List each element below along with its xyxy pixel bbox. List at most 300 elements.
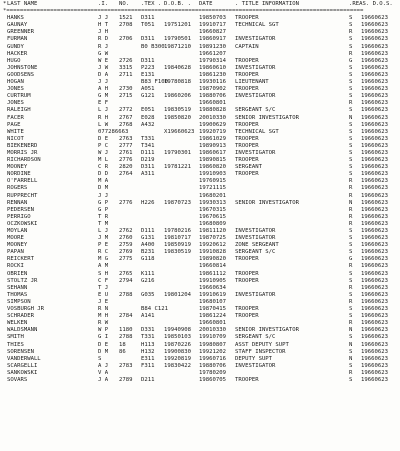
record-tex-code: E311 xyxy=(141,355,155,362)
record-reason-code: S xyxy=(349,15,353,22)
record-last-name: GAUNAY xyxy=(7,22,28,29)
record-dos: 19660623 xyxy=(361,29,388,36)
record-tex-code: T331 xyxy=(141,135,155,142)
record-last-name: MOONEY xyxy=(7,242,28,249)
record-row xyxy=(3,320,397,327)
record-tex-code: B231 xyxy=(141,249,155,256)
record-initials: R J xyxy=(98,43,109,50)
record-tex-code: D111 xyxy=(141,149,155,156)
record-last-name: SCHRADER xyxy=(7,313,34,320)
record-dos: 19660623 xyxy=(361,213,388,220)
record-initials: L W xyxy=(98,121,109,128)
record-initials: G P xyxy=(98,206,109,213)
record-initials: D E xyxy=(98,341,109,348)
record-number: 2711 xyxy=(119,71,133,78)
record-last-name: VOSBURGH JR xyxy=(7,306,45,313)
record-title: INVESTIGATOR xyxy=(235,235,276,242)
record-initials: W E xyxy=(98,57,109,64)
record-dos: 19660623 xyxy=(361,313,388,320)
record-initials: W J xyxy=(98,149,109,156)
header-divider: *========================================================================================================== xyxy=(3,8,364,15)
record-reason-code: S xyxy=(349,64,353,71)
record-title: STAFF INSPECTOR xyxy=(235,348,286,355)
record-row xyxy=(3,278,397,285)
record-dos: 19660623 xyxy=(361,100,388,107)
record-dos: 19660623 xyxy=(361,369,388,376)
record-dos: 19660623 xyxy=(361,291,388,298)
record-tex-code: E131 xyxy=(141,71,155,78)
record-row xyxy=(3,221,397,228)
record-dob: 19830519 xyxy=(164,107,191,114)
record-initials: M L xyxy=(98,157,109,164)
record-row xyxy=(3,207,397,214)
record-tex-code: G121 xyxy=(141,93,155,100)
record-last-name: NORDINE xyxy=(7,171,31,178)
record-dos: 19660623 xyxy=(361,22,388,29)
record-dos: 19660623 xyxy=(361,128,388,135)
record-reason-code: R xyxy=(349,29,353,36)
record-title: TROOPER xyxy=(235,142,259,149)
record-initials: R N xyxy=(98,306,109,313)
record-dob: 19900830 xyxy=(164,348,191,355)
record-reason-code: N xyxy=(349,355,353,362)
record-last-name: REICKERT xyxy=(7,256,34,263)
record-dob: 19870226 xyxy=(164,341,191,348)
record-dos: 19660623 xyxy=(361,355,388,362)
record-date: 19910717 xyxy=(199,22,226,29)
record-title: TROOPER xyxy=(235,306,259,313)
record-dob: 19780818 xyxy=(164,79,191,86)
record-reason-code: R xyxy=(349,100,353,107)
record-tex-code: G118 xyxy=(141,256,155,263)
record-dos: 19660623 xyxy=(361,157,388,164)
record-number: 2726 xyxy=(119,57,133,64)
record-title: SERGEANT S/C xyxy=(235,107,276,114)
record-date: 19860917 xyxy=(199,36,226,43)
record-row xyxy=(3,327,397,334)
header-row xyxy=(3,1,397,8)
record-last-name: OCZKOWSKI xyxy=(7,220,38,227)
record-date: 19860820 xyxy=(199,164,226,171)
record-number: 2708 xyxy=(119,22,133,29)
record-last-name: SMITH xyxy=(7,334,24,341)
record-number: 3315 xyxy=(119,64,133,71)
record-initials: R D xyxy=(98,36,109,43)
record-last-name: SIMPSON xyxy=(7,298,31,305)
record-last-name: WELKEN xyxy=(7,320,28,327)
record-dob: 19751201 xyxy=(164,22,191,29)
record-row xyxy=(3,29,397,36)
record-date: 19900629 xyxy=(199,121,226,128)
record-reason-code: S xyxy=(349,334,353,341)
record-date: 19860617 xyxy=(199,149,226,156)
record-number: 2767 xyxy=(119,114,133,121)
record-date: 19910903 xyxy=(199,171,226,178)
record-initials: J J xyxy=(98,192,109,199)
record-reason-code: S xyxy=(349,291,353,298)
record-row xyxy=(3,65,397,72)
record-row xyxy=(3,72,397,79)
record-last-name: ROCKI xyxy=(7,263,24,270)
record-dos: 19660623 xyxy=(361,199,388,206)
record-dob: X19660623 xyxy=(164,128,195,135)
record-dos: 19660623 xyxy=(361,220,388,227)
record-title: SERGEANT S/C xyxy=(235,249,276,256)
record-reason-code: N xyxy=(349,199,353,206)
record-tex-code: H113 xyxy=(141,341,155,348)
record-initials: E U xyxy=(98,291,109,298)
record-date: 19930313 xyxy=(199,199,226,206)
record-number: 2794 xyxy=(119,277,133,284)
record-dob: 19830519 xyxy=(164,249,191,256)
record-reason-code: S xyxy=(349,171,353,178)
record-tex-code: E028 xyxy=(141,114,155,121)
record-date: 19910709 xyxy=(199,334,226,341)
record-reason-code: S xyxy=(349,157,353,164)
record-last-name: JONES xyxy=(7,86,24,93)
record-last-name: MOONEY xyxy=(7,164,28,171)
record-title: TROOPER xyxy=(235,121,259,128)
record-reason-code: N xyxy=(349,327,353,334)
record-title: TROOPER xyxy=(235,313,259,320)
record-reason-code: S xyxy=(349,121,353,128)
record-title: TROOPER xyxy=(235,277,259,284)
record-dob: 19940908 xyxy=(164,327,191,334)
record-last-name: GUNDY xyxy=(7,43,24,50)
record-initials: P E xyxy=(98,242,109,249)
record-date: 19660827 xyxy=(199,29,226,36)
record-row xyxy=(3,164,397,171)
record-title: ZONE SERGEANT xyxy=(235,242,279,249)
record-dos: 19660623 xyxy=(361,93,388,100)
record-date: 19861029 xyxy=(199,135,226,142)
record-dos: 19660623 xyxy=(361,50,388,57)
record-last-name: JOHNSTONE xyxy=(7,64,38,71)
record-dos: 19660623 xyxy=(361,320,388,327)
record-initials: D A xyxy=(98,71,109,78)
record-tex-code: A400 xyxy=(141,242,155,249)
record-initials: S xyxy=(98,355,102,362)
record-initials: M A xyxy=(98,178,109,185)
record-row xyxy=(3,150,397,157)
record-last-name: SOVARS xyxy=(7,376,28,383)
record-dos: 19660623 xyxy=(361,142,388,149)
record-tex-code: G131 xyxy=(141,235,155,242)
record-title: DEPUTY SUPT xyxy=(235,355,273,362)
record-initials: M G xyxy=(98,256,109,263)
record-row xyxy=(3,86,397,93)
record-title: INVESTIGATOR xyxy=(235,228,276,234)
record-reason-code: S xyxy=(349,270,353,277)
record-last-name: FURMAN xyxy=(7,36,28,43)
record-reason-code: N xyxy=(349,114,353,121)
header-number: NO. xyxy=(119,1,130,7)
record-title: INVESTIGATOR xyxy=(235,149,276,156)
record-reason-code: S xyxy=(349,277,353,284)
record-date: 19661207 xyxy=(199,50,226,57)
record-number: 2820 xyxy=(119,164,133,171)
record-dos: 19660623 xyxy=(361,185,388,192)
record-tex-code: D311 xyxy=(141,36,155,43)
record-reason-code: S xyxy=(349,235,353,242)
record-row xyxy=(3,349,397,356)
record-row xyxy=(3,334,397,341)
record-row xyxy=(3,285,397,292)
record-row xyxy=(3,214,397,221)
record-date: 19870415 xyxy=(199,306,226,313)
record-initials: D D xyxy=(98,171,109,178)
record-dos: 19660623 xyxy=(361,376,388,383)
record-last-name: FACER xyxy=(7,114,24,121)
record-number: 2772 xyxy=(119,107,133,114)
record-number: 2706 xyxy=(119,36,133,43)
record-date: 19910905 xyxy=(199,277,226,284)
record-date: 19660801 xyxy=(199,100,226,107)
record-reason-code: S xyxy=(349,249,353,256)
record-dos: 19660623 xyxy=(361,228,388,234)
record-row xyxy=(3,36,397,43)
record-list xyxy=(3,15,397,384)
header-title-information: . TITLE INFORMATION xyxy=(235,1,299,7)
record-number: 2783 xyxy=(119,362,133,369)
record-title: INVESTIGATOR xyxy=(235,93,276,100)
record-dob: 19850919 xyxy=(164,242,191,249)
record-number: 2776 xyxy=(119,199,133,206)
record-number: 2730 xyxy=(119,86,133,93)
record-initials: C R xyxy=(98,164,109,171)
record-date: 20010330 xyxy=(199,327,226,334)
record-date: 19660801 xyxy=(199,320,226,327)
record-last-name: RALEIGH xyxy=(7,107,31,114)
record-row xyxy=(3,100,397,107)
record-number: 2761 xyxy=(119,149,133,156)
record-last-name: MOORE xyxy=(7,235,24,242)
record-row xyxy=(3,363,397,370)
record-dos: 19660623 xyxy=(361,15,388,22)
record-dos: 19660623 xyxy=(361,178,388,185)
record-title: TROOPER xyxy=(235,157,259,164)
record-initials: R H xyxy=(98,114,109,121)
record-row xyxy=(3,299,397,306)
record-title: SERGEANT xyxy=(235,164,262,171)
record-reason-code: S xyxy=(349,79,353,86)
record-reason-code: S xyxy=(349,107,353,114)
record-title: TECHNICAL SGT xyxy=(235,22,279,29)
record-title: TROOPER xyxy=(235,256,259,263)
record-dob: 19780216 xyxy=(164,228,191,234)
record-reason-code: R xyxy=(349,185,353,192)
record-last-name: RENNAN xyxy=(7,199,28,206)
record-reason-code: R xyxy=(349,284,353,291)
record-initials: R C xyxy=(98,249,109,256)
record-row xyxy=(3,171,397,178)
record-last-name: RICHARDSON xyxy=(7,157,41,164)
record-reason-code: S xyxy=(349,135,353,142)
record-dos: 19660623 xyxy=(361,334,388,341)
record-initials: L J xyxy=(98,228,109,234)
record-initials: 077286663 xyxy=(98,128,129,135)
record-last-name: HACKER xyxy=(7,50,28,57)
record-title: INVESTIGATOR xyxy=(235,362,276,369)
record-dob: 19790301 xyxy=(164,149,191,156)
record-title: ASST DEPUTY SUPT xyxy=(235,341,289,348)
record-date: 19920612 xyxy=(199,242,226,249)
record-row xyxy=(3,271,397,278)
record-last-name: VANDERWALL xyxy=(7,355,41,362)
record-row xyxy=(3,122,397,129)
record-reason-code: S xyxy=(349,164,353,171)
record-dob: 19810717 xyxy=(164,235,191,242)
record-title: INVESTIGATOR xyxy=(235,36,276,43)
record-last-name: SEHANN xyxy=(7,284,28,291)
record-initials: A M xyxy=(98,263,109,270)
record-row xyxy=(3,115,397,122)
record-date: 19680809 xyxy=(199,220,226,227)
record-dos: 19660623 xyxy=(361,79,388,86)
record-reason-code: G xyxy=(349,256,353,263)
record-dos: 19660623 xyxy=(361,71,388,78)
header-marker: * xyxy=(3,1,7,7)
record-initials: J H xyxy=(98,29,109,36)
record-row xyxy=(3,235,397,242)
record-dos: 19660623 xyxy=(361,362,388,369)
record-dos: 19660623 xyxy=(361,86,388,93)
record-tex-code: D311 xyxy=(141,57,155,64)
record-tex-code: A051 xyxy=(141,86,155,93)
record-initials: C F xyxy=(98,277,109,284)
record-initials: P C xyxy=(98,142,109,149)
record-date: 19861230 xyxy=(199,71,226,78)
record-last-name: STOLTZ JR xyxy=(7,277,38,284)
record-row xyxy=(3,370,397,377)
record-date: 19680201 xyxy=(199,192,226,199)
record-reason-code: S xyxy=(349,43,353,50)
record-initials: A J xyxy=(98,362,109,369)
record-date: 19670315 xyxy=(199,206,226,213)
record-row xyxy=(3,93,397,100)
record-date: 19880706 xyxy=(199,362,226,369)
record-tex-code: T341 xyxy=(141,142,155,149)
record-dos: 19660623 xyxy=(361,263,388,270)
record-date: 19660634 xyxy=(199,284,226,291)
record-number: 2776 xyxy=(119,157,133,164)
record-date: 19920719 xyxy=(199,128,226,135)
record-reason-code: S xyxy=(349,242,353,249)
record-number: 2788 xyxy=(119,291,133,298)
record-initials: T M xyxy=(98,220,109,227)
record-initials: E F xyxy=(98,100,109,107)
record-last-name: PEDERSEN xyxy=(7,206,34,213)
record-row xyxy=(3,22,397,29)
record-initials: H T xyxy=(98,22,109,29)
record-number: 2777 xyxy=(119,142,133,149)
record-tex-code: T051 xyxy=(141,22,155,29)
record-last-name: HOGAN xyxy=(7,79,24,86)
record-last-name: PERRIGO xyxy=(7,213,31,220)
record-row xyxy=(3,193,397,200)
record-tex-code: G216 xyxy=(141,277,155,284)
record-last-name: NICOT xyxy=(7,135,24,142)
record-dob: 19840628 xyxy=(164,64,191,71)
record-date: 19861112 xyxy=(199,270,226,277)
record-title: TROOPER xyxy=(235,270,259,277)
record-date: 19910619 xyxy=(199,291,226,298)
record-number: 2760 xyxy=(119,235,133,242)
record-date: 19890820 xyxy=(199,256,226,263)
record-row xyxy=(3,143,397,150)
record-title: TROOPER xyxy=(235,57,259,64)
record-title: LIEUTENANT xyxy=(235,79,269,86)
record-tex-code: T331 xyxy=(141,334,155,341)
record-row xyxy=(3,306,397,313)
record-last-name: SORENSEN xyxy=(7,348,34,355)
record-last-name: THOMAS xyxy=(7,291,28,298)
record-number: 1521 xyxy=(119,15,133,22)
record-dob: 19870723 xyxy=(164,199,191,206)
header-initials: .I. xyxy=(98,1,109,7)
record-dos: 19660623 xyxy=(361,235,388,242)
record-initials: G P xyxy=(98,199,109,206)
record-last-name: SCARGELLI xyxy=(7,362,38,369)
record-row xyxy=(3,342,397,349)
record-date: 19880706 xyxy=(199,93,226,100)
record-dob: 19871210 xyxy=(164,43,191,50)
record-title: CAPTAIN xyxy=(235,43,259,50)
record-dos: 19660623 xyxy=(361,277,388,284)
record-last-name: BIEKENERD xyxy=(7,142,38,149)
record-row xyxy=(3,242,397,249)
record-row xyxy=(3,228,397,235)
record-tex-code: D311 xyxy=(141,15,155,22)
record-dos: 19660623 xyxy=(361,107,388,114)
record-number: 1180 xyxy=(119,327,133,334)
record-row xyxy=(3,200,397,207)
record-reason-code: S xyxy=(349,149,353,156)
record-reason-code: S xyxy=(349,22,353,29)
record-tex-code: H226 xyxy=(141,199,155,206)
record-date: 19680107 xyxy=(199,298,226,305)
record-dos: 19660623 xyxy=(361,242,388,249)
record-last-name: HUGO xyxy=(7,57,21,64)
record-title: INVESTIGATOR xyxy=(235,64,276,71)
record-row xyxy=(3,178,397,185)
record-number: 2715 xyxy=(119,93,133,100)
record-row xyxy=(3,356,397,363)
record-last-name: O'FARRELL xyxy=(7,178,38,185)
record-date: 19811120 xyxy=(199,228,226,234)
record-date: 19670615 xyxy=(199,213,226,220)
record-title: SERGEANT S/C xyxy=(235,334,276,341)
record-initials: G I xyxy=(98,334,109,341)
record-tex-code: F311 xyxy=(141,362,155,369)
record-reason-code: R xyxy=(349,220,353,227)
record-initials: D E xyxy=(98,135,109,142)
header-last-name: LAST NAME xyxy=(7,1,38,7)
header-reas-dos: .REAS. D.O.S. xyxy=(349,1,393,7)
record-reason-code: R xyxy=(349,298,353,305)
record-initials: T R xyxy=(98,213,109,220)
record-initials: J W xyxy=(98,64,109,71)
record-reason-code: S xyxy=(349,306,353,313)
record-dos: 19660623 xyxy=(361,327,388,334)
record-date: 19861224 xyxy=(199,313,226,320)
record-tex-code: P223 xyxy=(141,64,155,71)
record-date: 19860705 xyxy=(199,376,226,383)
record-date: 19860610 xyxy=(199,64,226,71)
record-dos: 19660623 xyxy=(361,306,388,313)
record-reason-code: N xyxy=(349,341,353,348)
record-date: 19850703 xyxy=(199,15,226,22)
